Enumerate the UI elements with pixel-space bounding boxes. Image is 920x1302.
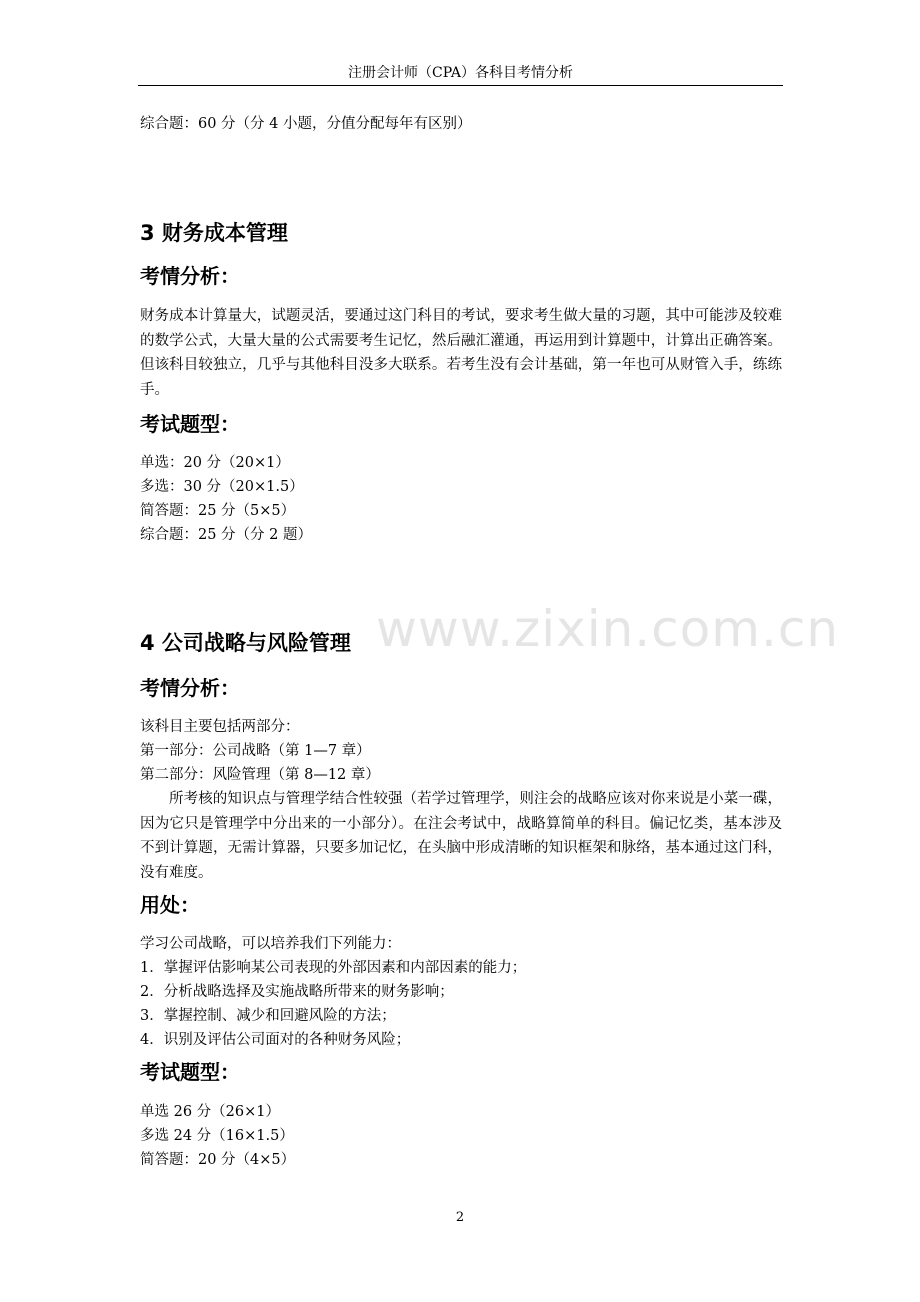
section4-analysis-text: 所考核的知识点与管理学结合性较强（若学过管理学，则注会的战略应该对你来说是小菜一碟，因为它只是管理学中分出来的一小部分）。在注会考试中，战略算简单的科目。偏记忆类，基本涉及不到计算题，无需计算器，只要多加记忆，在头脑中形成清晰的知识框架和脉络，基本通过这门科，没有难度。: [140, 791, 782, 881]
section4-usage-heading: 用处：: [140, 893, 200, 917]
section3-type-item: 简答题：25 分（5×5）: [140, 503, 296, 519]
watermark: www.zixin.com.cn: [376, 600, 840, 658]
section4-types-heading: 考试题型：: [140, 1060, 240, 1084]
section4-type-item: 简答题：20 分（4×5）: [140, 1152, 296, 1168]
section4-type-item: 多选 24 分（16×1.5）: [140, 1128, 294, 1144]
section4-line: 第二部分：风险管理（第 8—12 章）: [140, 767, 380, 783]
usage-item: 2．分析战略选择及实施战略所带来的财务影响；: [140, 984, 454, 1000]
section4-line: 该科目主要包括两部分：: [140, 719, 300, 735]
running-header: 注册会计师（CPA）各科目考情分析: [348, 65, 573, 81]
section3-type-item: 综合题：25 分（分 2 题）: [140, 527, 313, 543]
section4-type-item: 单选 26 分（26×1）: [140, 1104, 280, 1120]
usage-item: 1．掌握评估影响某公司表现的外部因素和内部因素的能力；: [140, 960, 527, 976]
header-divider: [138, 85, 783, 86]
section3-type-item: 多选：30 分（20×1.5）: [140, 479, 304, 495]
section4-line: 第一部分：公司战略（第 1—7 章）: [140, 743, 371, 759]
section3-analysis-heading: 考情分析：: [140, 264, 240, 288]
usage-intro: 学习公司战略，可以培养我们下列能力：: [140, 936, 401, 952]
section3-analysis-text: 财务成本计算量大，试题灵活，要通过这门科目的考试，要求考生做大量的习题，其中可能涉及较难的数学公式，大量大量的公式需要考生记忆，然后融汇灌通，再运用到计算题中，计算出正确答案。但该科目较独立，几乎与其他科目没多大联系。若考生没有会计基础，第一年也可从财管入手，练练手。: [140, 308, 782, 398]
section3-heading: 3 财务成本管理: [140, 221, 288, 245]
usage-item: 4．识别及评估公司面对的各种财务风险；: [140, 1032, 411, 1048]
section4-analysis-heading: 考情分析：: [140, 676, 240, 700]
section3-types-heading: 考试题型：: [140, 412, 240, 436]
intro-line: 综合题：60 分（分 4 小题，分值分配每年有区别）: [140, 116, 472, 132]
usage-item: 3．掌握控制、减少和回避风险的方法；: [140, 1008, 396, 1024]
section3-type-item: 单选：20 分（20×1）: [140, 455, 290, 471]
section4-heading: 4 公司战略与风险管理: [140, 631, 351, 655]
page-number: 2: [455, 1210, 465, 1225]
